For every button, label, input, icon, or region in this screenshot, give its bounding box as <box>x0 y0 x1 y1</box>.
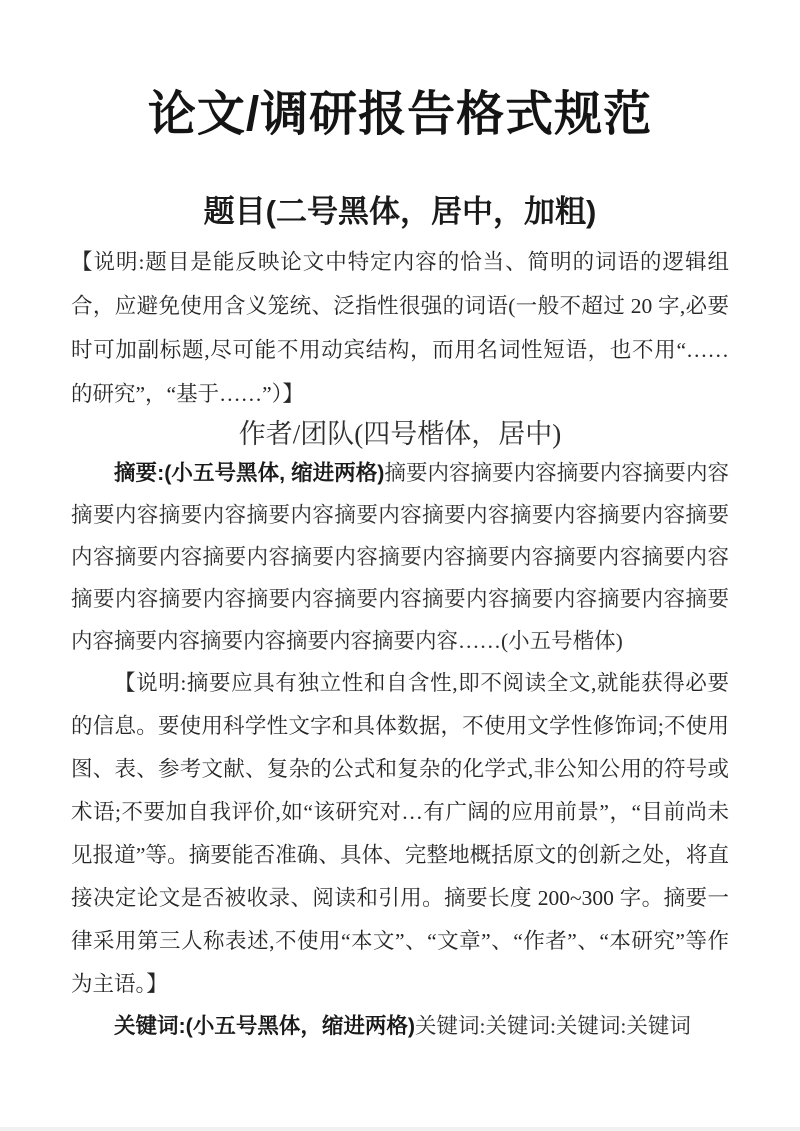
paper-title-heading: 题目(二号黑体，居中，加粗) <box>203 194 597 229</box>
page-bottom-edge <box>0 1127 800 1131</box>
document-title: 论文/调研报告格式规范 <box>147 88 653 141</box>
abstract-explanation-note: 【说明:摘要应具有独立性和自含性,即不阅读全文,就能获得必要的信息。要使用科学性文字和具体数据，不使用文学性修饰词;不使用图、表、参考文献、复杂的公式和复杂的化学式,非公知公用的符号或术语;不要加自我评价,如“该研究对…有广阔的应用前景”，“目前尚未见报道”等。摘要能否准确、具体、完整地概括原文的创新之处，将直接决定论文是否被收录、阅读和引用。摘要长度 200~300 字。摘要一律采用第三人称表述,不使用“本文”、“文章”、“作者”、“本研究”等作为主语。】 <box>71 671 729 996</box>
author-team-line: 作者/团队(四号楷体，居中) <box>238 419 562 449</box>
abstract-paragraph <box>71 452 729 662</box>
keywords-paragraph <box>71 1006 729 1046</box>
abstract-label: 摘要:(小五号黑体, 缩进两格) <box>114 461 385 485</box>
keywords-content: 关键词:关键词:关键词:关键词 <box>414 1014 691 1038</box>
abstract-content: 摘要内容摘要内容摘要内容摘要内容摘要内容摘要内容摘要内容摘要内容摘要内容摘要内容摘要内容摘要内容摘要内容摘要内容摘要内容摘要内容摘要内容摘要内容摘要内容摘要内容摘要内容摘要内容摘要内容摘要内容摘要内容摘要内容摘要内容摘要内容摘要内容摘要内容摘要内容……(小五号楷体) <box>71 461 729 653</box>
title-explanation-note: 【说明:题目是能反映论文中特定内容的恰当、简明的词语的逻辑组合，应避免使用含义笼统、泛指性很强的词语(一般不超过 20 字,必要时可加副标题,尽可能不用动宾结构，而用名词性短语，也不用“……的研究”，“基于……”）】 <box>71 250 729 406</box>
keywords-label: 关键词:(小五号黑体，缩进两格) <box>114 1014 415 1038</box>
